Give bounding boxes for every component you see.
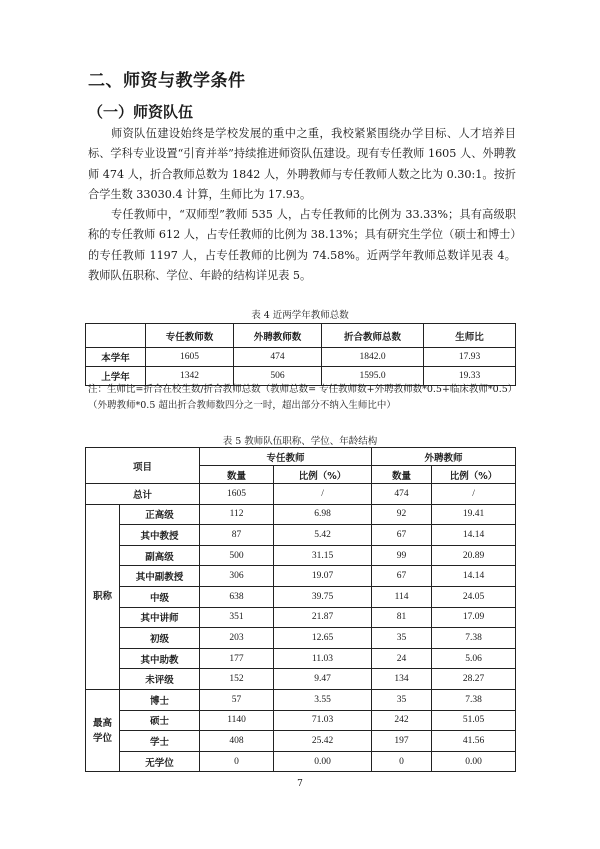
table4-header-row — [86, 324, 516, 348]
table5-group-label — [86, 689, 120, 771]
table5-cell: 92 — [372, 504, 432, 525]
section-title: 二、师资与教学条件 — [88, 71, 246, 91]
table5-cell: 197 — [372, 731, 432, 752]
table5-cell: 242 — [372, 710, 432, 731]
table5-row-label: 其中讲师 — [120, 607, 200, 628]
table4-cell: 19.33 — [424, 367, 516, 386]
table5-cell: 57 — [200, 689, 274, 710]
table5-cell: 67 — [372, 525, 432, 546]
table5-cell: 87 — [200, 525, 274, 546]
table-row — [86, 648, 516, 669]
table5-cell: 112 — [200, 504, 274, 525]
table4-cell: 1595.0 — [322, 367, 424, 386]
table5-row-label: 中级 — [120, 586, 200, 607]
table5-cell: 5.42 — [274, 525, 372, 546]
table-row — [86, 566, 516, 587]
table4-header-cell: 折合教师总数 — [322, 324, 424, 348]
table5-cell: 14.14 — [432, 566, 516, 587]
table5-structure — [85, 447, 516, 772]
table5-cell: 152 — [200, 669, 274, 690]
table5-cell: 0 — [200, 751, 274, 772]
table5-cell: 35 — [372, 689, 432, 710]
table-row — [86, 607, 516, 628]
table5-header-row — [86, 448, 516, 466]
table5-cell: 0 — [372, 751, 432, 772]
subsection-title: （一）师资队伍 — [88, 103, 194, 121]
table5-item-header: 项目 — [86, 448, 200, 484]
table-row — [86, 628, 516, 649]
table5-cell: 7.38 — [432, 628, 516, 649]
table5-subheader: 比例（%） — [432, 466, 516, 484]
table-row — [86, 731, 516, 752]
table5-group-header: 外聘教师 — [372, 448, 516, 466]
table4-note: 注：生师比=折合在校生数/折合教师总数（教师总数= 专任教师数+外聘教师数*0.5+临床教师*0.5）（外聘教师*0.5 超出折合教师数四分之一时，超出部分不纳入生师比中） — [88, 384, 518, 411]
table4-header-cell: 专任教师数 — [146, 324, 234, 348]
table4-cell: 17.93 — [424, 348, 516, 367]
table5-row-label: 初级 — [120, 628, 200, 649]
table-row — [86, 348, 516, 367]
table5-row-label: 其中教授 — [120, 525, 200, 546]
table5-cell: 134 — [372, 669, 432, 690]
table5-total-label: 总计 — [86, 484, 200, 505]
table5-cell: 81 — [372, 607, 432, 628]
table5-row-label: 博士 — [120, 689, 200, 710]
table5-cell: 3.55 — [274, 689, 372, 710]
table5-group-header: 专任教师 — [200, 448, 372, 466]
table5-cell: 114 — [372, 586, 432, 607]
table4-teacher-totals — [85, 323, 516, 386]
table5-cell: 5.06 — [432, 648, 516, 669]
table5-row-label: 未评级 — [120, 669, 200, 690]
table4-header-cell: 生师比 — [424, 324, 516, 348]
table5-subheader: 比例（%） — [274, 466, 372, 484]
table5-cell: 19.41 — [432, 504, 516, 525]
table5-cell: 21.87 — [274, 607, 372, 628]
table5-cell: 71.03 — [274, 710, 372, 731]
table5-cell: 19.07 — [274, 566, 372, 587]
table5-row-label: 硕士 — [120, 710, 200, 731]
table5-cell: 0.00 — [432, 751, 516, 772]
table5-cell: 7.38 — [432, 689, 516, 710]
table5-cell: 12.65 — [274, 628, 372, 649]
table5-cell: 20.89 — [432, 545, 516, 566]
table5-cell: 1140 — [200, 710, 274, 731]
table5-cell: 203 — [200, 628, 274, 649]
table5-cell: 177 — [200, 648, 274, 669]
table5-row-label: 无学位 — [120, 751, 200, 772]
table5-cell: 1605 — [200, 484, 274, 505]
table5-caption: 表 5 教师队伍职称、学位、年龄结构 — [222, 436, 378, 447]
table5-cell: 41.56 — [432, 731, 516, 752]
table5-row-label: 其中助教 — [120, 648, 200, 669]
table4-cell: 1605 — [146, 348, 234, 367]
table5-row-label: 学士 — [120, 731, 200, 752]
table5-cell: 351 — [200, 607, 274, 628]
table5-subheader: 数量 — [200, 466, 274, 484]
table4-header-cell — [86, 324, 146, 348]
table4-row-label: 上学年 — [86, 367, 146, 386]
table5-cell: 17.09 — [432, 607, 516, 628]
table-row — [86, 586, 516, 607]
table5-row-label: 正高级 — [120, 504, 200, 525]
table5-group-label-line: 最高 — [92, 717, 112, 729]
table5-cell: / — [432, 484, 516, 505]
table5-cell: 408 — [200, 731, 274, 752]
table-row — [86, 484, 516, 505]
table5-cell: 6.98 — [274, 504, 372, 525]
table5-cell: 0.00 — [274, 751, 372, 772]
table-row — [86, 710, 516, 731]
table5-group-label-line: 学位 — [92, 732, 112, 744]
table5-cell: 39.75 — [274, 586, 372, 607]
paragraph-faculty-structure: 专任教师中，“双师型”教师 535 人，占专任教师的比例为 33.33%；具有高级职称的专任教师 612 人，占专任教师的比例为 38.13%；具有研究生学位（硕士和博士）的专任教师 1197 人，占专任教师的比例为 74.58%。近两学年教师总数详见表 4。教师队伍职称、学位、年龄的结构详见表 5。 — [88, 208, 516, 282]
table5-row-label: 其中副教授 — [120, 566, 200, 587]
table5-cell: 51.05 — [432, 710, 516, 731]
table-row — [86, 751, 516, 772]
table-row — [86, 525, 516, 546]
table-row — [86, 669, 516, 690]
page-number: 7 — [297, 779, 303, 789]
table5-cell: 500 — [200, 545, 274, 566]
table5-cell: 9.47 — [274, 669, 372, 690]
table4-cell: 506 — [234, 367, 322, 386]
table5-group-label: 职称 — [86, 504, 120, 689]
table5-cell: 11.03 — [274, 648, 372, 669]
table5-cell: 24 — [372, 648, 432, 669]
table4-row-label: 本学年 — [86, 348, 146, 367]
table5-cell: 28.27 — [432, 669, 516, 690]
table5-cell: 25.42 — [274, 731, 372, 752]
table5-cell: 474 — [372, 484, 432, 505]
table4-cell: 474 — [234, 348, 322, 367]
table5-cell: 638 — [200, 586, 274, 607]
table-row — [86, 545, 516, 566]
table5-subheader: 数量 — [372, 466, 432, 484]
table4-cell: 1842.0 — [322, 348, 424, 367]
table-row — [86, 689, 516, 710]
table5-cell: 35 — [372, 628, 432, 649]
paragraph-faculty-overview: 师资队伍建设始终是学校发展的重中之重，我校紧紧围绕办学目标、人才培养目标、学科专业设置“引育并举”持续推进师资队伍建设。现有专任教师 1605 人、外聘教师 474 人，折合教师总数为 1842 人，外聘教师与专任教师人数之比为 0.30:1。按折合学生数 33030.4 计算，生师比为 17.93。 — [88, 127, 516, 201]
table5-cell: 99 — [372, 545, 432, 566]
table5-cell: / — [274, 484, 372, 505]
table5-row-label: 副高级 — [120, 545, 200, 566]
table5-cell: 306 — [200, 566, 274, 587]
table4-cell: 1342 — [146, 367, 234, 386]
table5-cell: 14.14 — [432, 525, 516, 546]
table5-cell: 31.15 — [274, 545, 372, 566]
table5-cell: 24.05 — [432, 586, 516, 607]
table4-header-cell: 外聘教师数 — [234, 324, 322, 348]
table4-caption: 表 4 近两学年教师总数 — [251, 310, 349, 321]
table-row — [86, 504, 516, 525]
table5-cell: 67 — [372, 566, 432, 587]
